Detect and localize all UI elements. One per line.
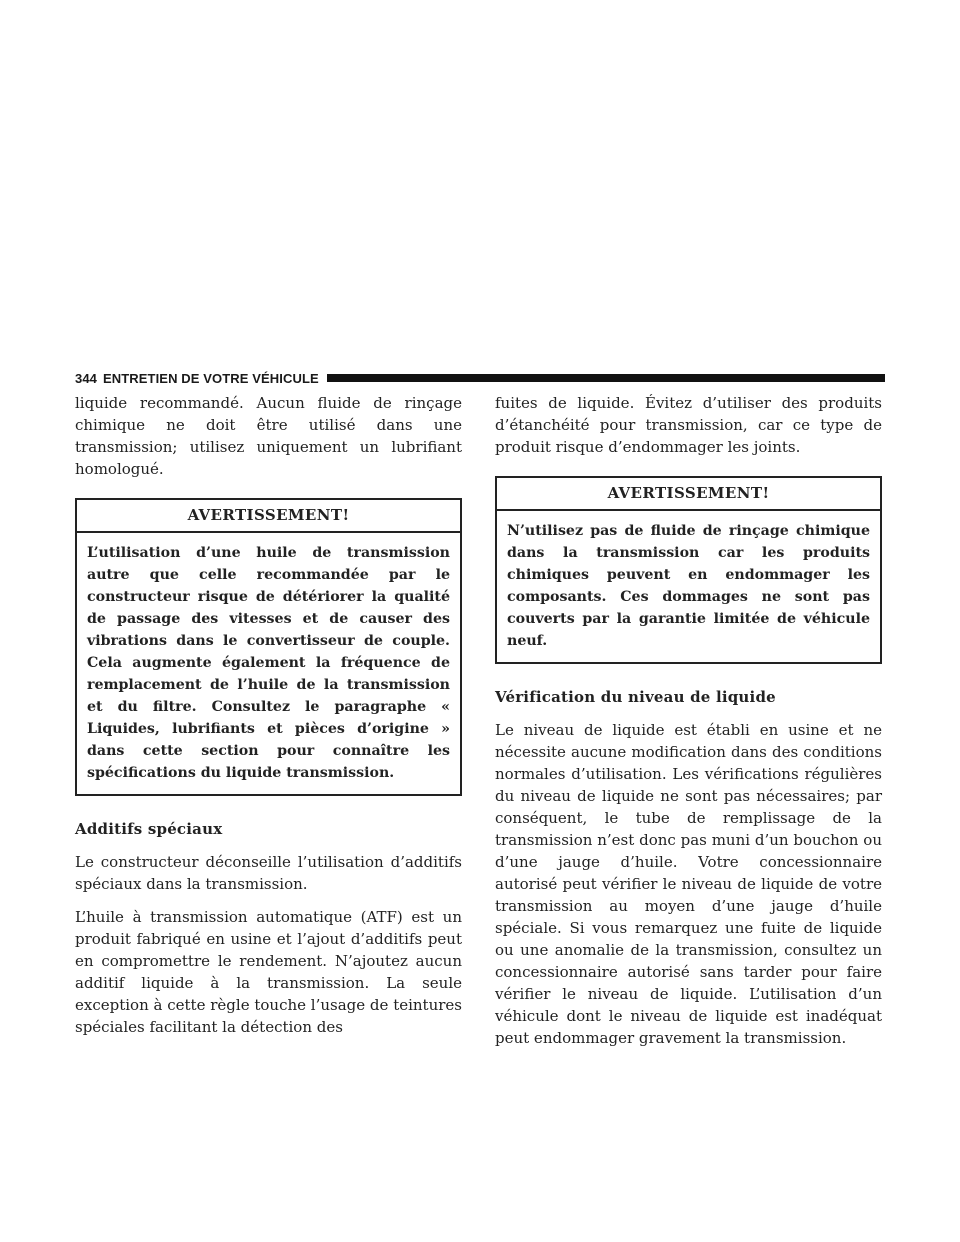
right-warning-box: [495, 476, 882, 664]
left-column: [75, 392, 462, 1038]
left-warning-body: L’utilisation d’une huile de transmission autre que celle recommandée par le constructeur risque de détériorer la qualité de passage des vitesses et de causer des vibrations dans le convertisseur de couple. Cela augmente également la fréquence de remplacement de l’huile de la transmission et du filtre. Consultez le paragraphe « Liquides, lubrifiants et pièces d’origine » dans cette section pour connaître les spécifications du liquide transmission.: [87, 545, 450, 781]
section-heading-additifs: Additifs spéciaux: [75, 820, 223, 838]
right-warning-body: N’utilisez pas de fluide de rinçage chimique dans la transmission car les produits chimiques peuvent en endommager les composants. Ces dommages ne sont pas couverts par la garantie limitée de véhicule neuf.: [507, 523, 870, 649]
left-warning-title: AVERTISSEMENT!: [77, 500, 460, 533]
left-paragraph-2: L’huile à transmission automatique (ATF) est un produit fabriqué en usine et l’ajout d’additifs peut en compromettre le rendement. N’ajoutez aucun additif liquide à la transmission. La seule exception à cette règle touche l’usage de teintures spéciales facilitant la détection des: [75, 908, 462, 1036]
header-rule: [327, 374, 885, 382]
page-number: 344: [75, 370, 97, 386]
section-title: ENTRETIEN DE VOTRE VÉHICULE: [103, 370, 319, 386]
left-intro-paragraph: liquide recommandé. Aucun fluide de rinçage chimique ne doit être utilisé dans une transmission; utilisez uniquement un lubrifiant homologué.: [75, 394, 462, 478]
right-warning-title: AVERTISSEMENT!: [497, 478, 880, 511]
left-warning-box: [75, 498, 462, 796]
right-paragraph-1: Le niveau de liquide est établi en usine et ne nécessite aucune modification dans des conditions normales d’utilisation. Les vérifications régulières du niveau de liquide ne sont pas nécessaires; par conséquent, le tube de remplissage de la transmission n’est donc pas muni d’un bouchon ou d’une jauge d’huile. Votre concessionnaire autorisé peut vérifier le niveau de liquide de votre transmission au moyen d’une jauge d’huile spéciale. Si vous remarquez une fuite de liquide ou une anomalie de la transmission, consultez un concessionnaire autorisé sans tarder pour faire vérifier le niveau de liquide. L’utilisation d’un véhicule dont le niveau de liquide est inadéquat peut endommager gravement la transmission.: [495, 721, 882, 1047]
right-intro-paragraph: fuites de liquide. Évitez d’utiliser des produits d’étanchéité pour transmission, car ce type de produit risque d’endommager les joints.: [495, 394, 882, 456]
left-paragraph-1: Le constructeur déconseille l’utilisation d’additifs spéciaux dans la transmission.: [75, 853, 462, 893]
section-heading-verification: Vérification du niveau de liquide: [495, 688, 776, 706]
page-header: [75, 370, 885, 386]
right-column: [495, 392, 882, 1049]
